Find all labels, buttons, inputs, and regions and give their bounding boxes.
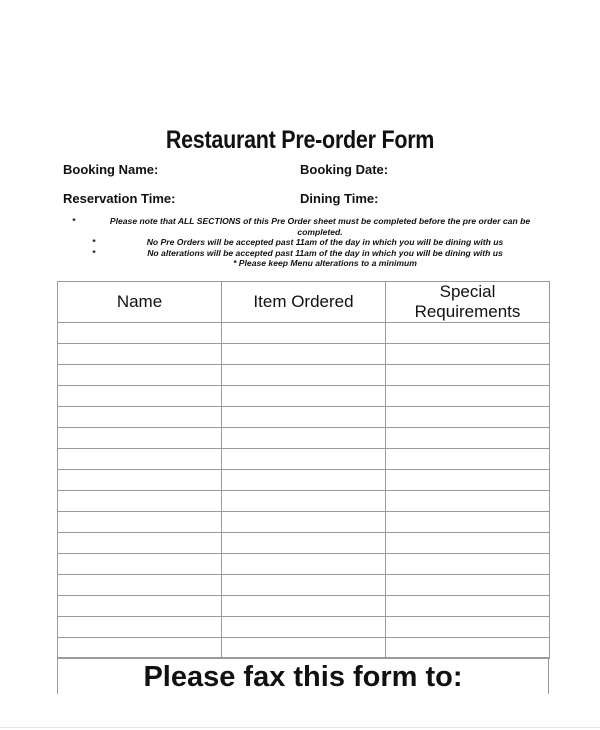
note-item [60,258,550,269]
item-ordered-cell[interactable] [222,428,386,449]
notes-list [60,216,550,269]
bullet-star: * [72,216,76,226]
special-requirements-cell[interactable] [386,407,550,428]
dining-time-label: Dining Time: [300,191,379,206]
table-row [58,491,550,512]
special-requirements-cell[interactable] [386,386,550,407]
note-item [60,237,550,248]
special-requirements-cell[interactable] [386,512,550,533]
name-cell[interactable] [58,554,222,575]
name-cell[interactable] [58,344,222,365]
table-row [58,386,550,407]
item-ordered-cell[interactable] [222,323,386,344]
booking-name-label: Booking Name: [63,162,159,177]
table-row [58,449,550,470]
header-item-ordered: Item Ordered [222,282,386,323]
note-text: No alterations will be accepted past 11am of the day in which you will be dining with us [147,247,503,258]
special-requirements-cell[interactable] [386,428,550,449]
item-ordered-cell[interactable] [222,470,386,491]
name-cell[interactable] [58,617,222,638]
item-ordered-cell[interactable] [222,533,386,554]
special-requirements-cell[interactable] [386,533,550,554]
item-ordered-cell[interactable] [222,491,386,512]
name-cell[interactable] [58,470,222,491]
name-cell[interactable] [58,365,222,386]
name-cell[interactable] [58,323,222,344]
special-requirements-cell[interactable] [386,554,550,575]
name-cell[interactable] [58,449,222,470]
special-requirements-cell[interactable] [386,470,550,491]
item-ordered-cell[interactable] [222,617,386,638]
fax-instruction: Please fax this form to: [57,657,549,694]
special-requirements-cell[interactable] [386,575,550,596]
item-ordered-cell[interactable] [222,449,386,470]
note-text: No Pre Orders will be accepted past 11am of the day in which you will be dining with us [146,237,504,247]
table-row [58,533,550,554]
note-item [60,216,550,237]
special-requirements-cell[interactable] [386,344,550,365]
table-row [58,638,550,659]
item-ordered-cell[interactable] [222,386,386,407]
special-requirements-cell[interactable] [386,638,550,659]
name-cell[interactable] [58,596,222,617]
table-row [58,344,550,365]
table-row [58,596,550,617]
name-cell[interactable] [58,407,222,428]
item-ordered-cell[interactable] [222,512,386,533]
note-item [60,248,550,259]
special-requirements-cell[interactable] [386,365,550,386]
table-header-row [58,282,550,323]
special-requirements-cell[interactable] [386,596,550,617]
header-special-requirements: Special Requirements [386,282,550,323]
item-ordered-cell[interactable] [222,596,386,617]
table-row [58,407,550,428]
note-text: * Please keep Menu alterations to a minimum [233,258,417,268]
table-row [58,617,550,638]
item-ordered-cell[interactable] [222,365,386,386]
special-requirements-cell[interactable] [386,617,550,638]
booking-date-label: Booking Date: [300,162,389,177]
name-cell[interactable] [58,386,222,407]
bullet-star: * [92,247,96,258]
bullet-star: * [92,237,96,247]
table-row [58,512,550,533]
item-ordered-cell[interactable] [222,575,386,596]
special-requirements-cell[interactable] [386,491,550,512]
item-ordered-cell[interactable] [222,407,386,428]
table-row [58,554,550,575]
name-cell[interactable] [58,575,222,596]
header-name: Name [58,282,222,323]
table-row [58,323,550,344]
table-row [58,365,550,386]
name-cell[interactable] [58,533,222,554]
item-ordered-cell[interactable] [222,638,386,659]
item-ordered-cell[interactable] [222,554,386,575]
order-table [57,281,550,659]
table-row [58,575,550,596]
reservation-time-label: Reservation Time: [63,191,176,206]
item-ordered-cell[interactable] [222,344,386,365]
name-cell[interactable] [58,428,222,449]
special-requirements-cell[interactable] [386,323,550,344]
name-cell[interactable] [58,491,222,512]
table-row [58,470,550,491]
name-cell[interactable] [58,512,222,533]
note-text: Please note that ALL SECTIONS of this Pre Order sheet must be completed before the pre order can be completed. [109,216,531,237]
form-title: Restaurant Pre-order Form [165,126,435,154]
special-requirements-cell[interactable] [386,449,550,470]
name-cell[interactable] [58,638,222,659]
table-row [58,428,550,449]
